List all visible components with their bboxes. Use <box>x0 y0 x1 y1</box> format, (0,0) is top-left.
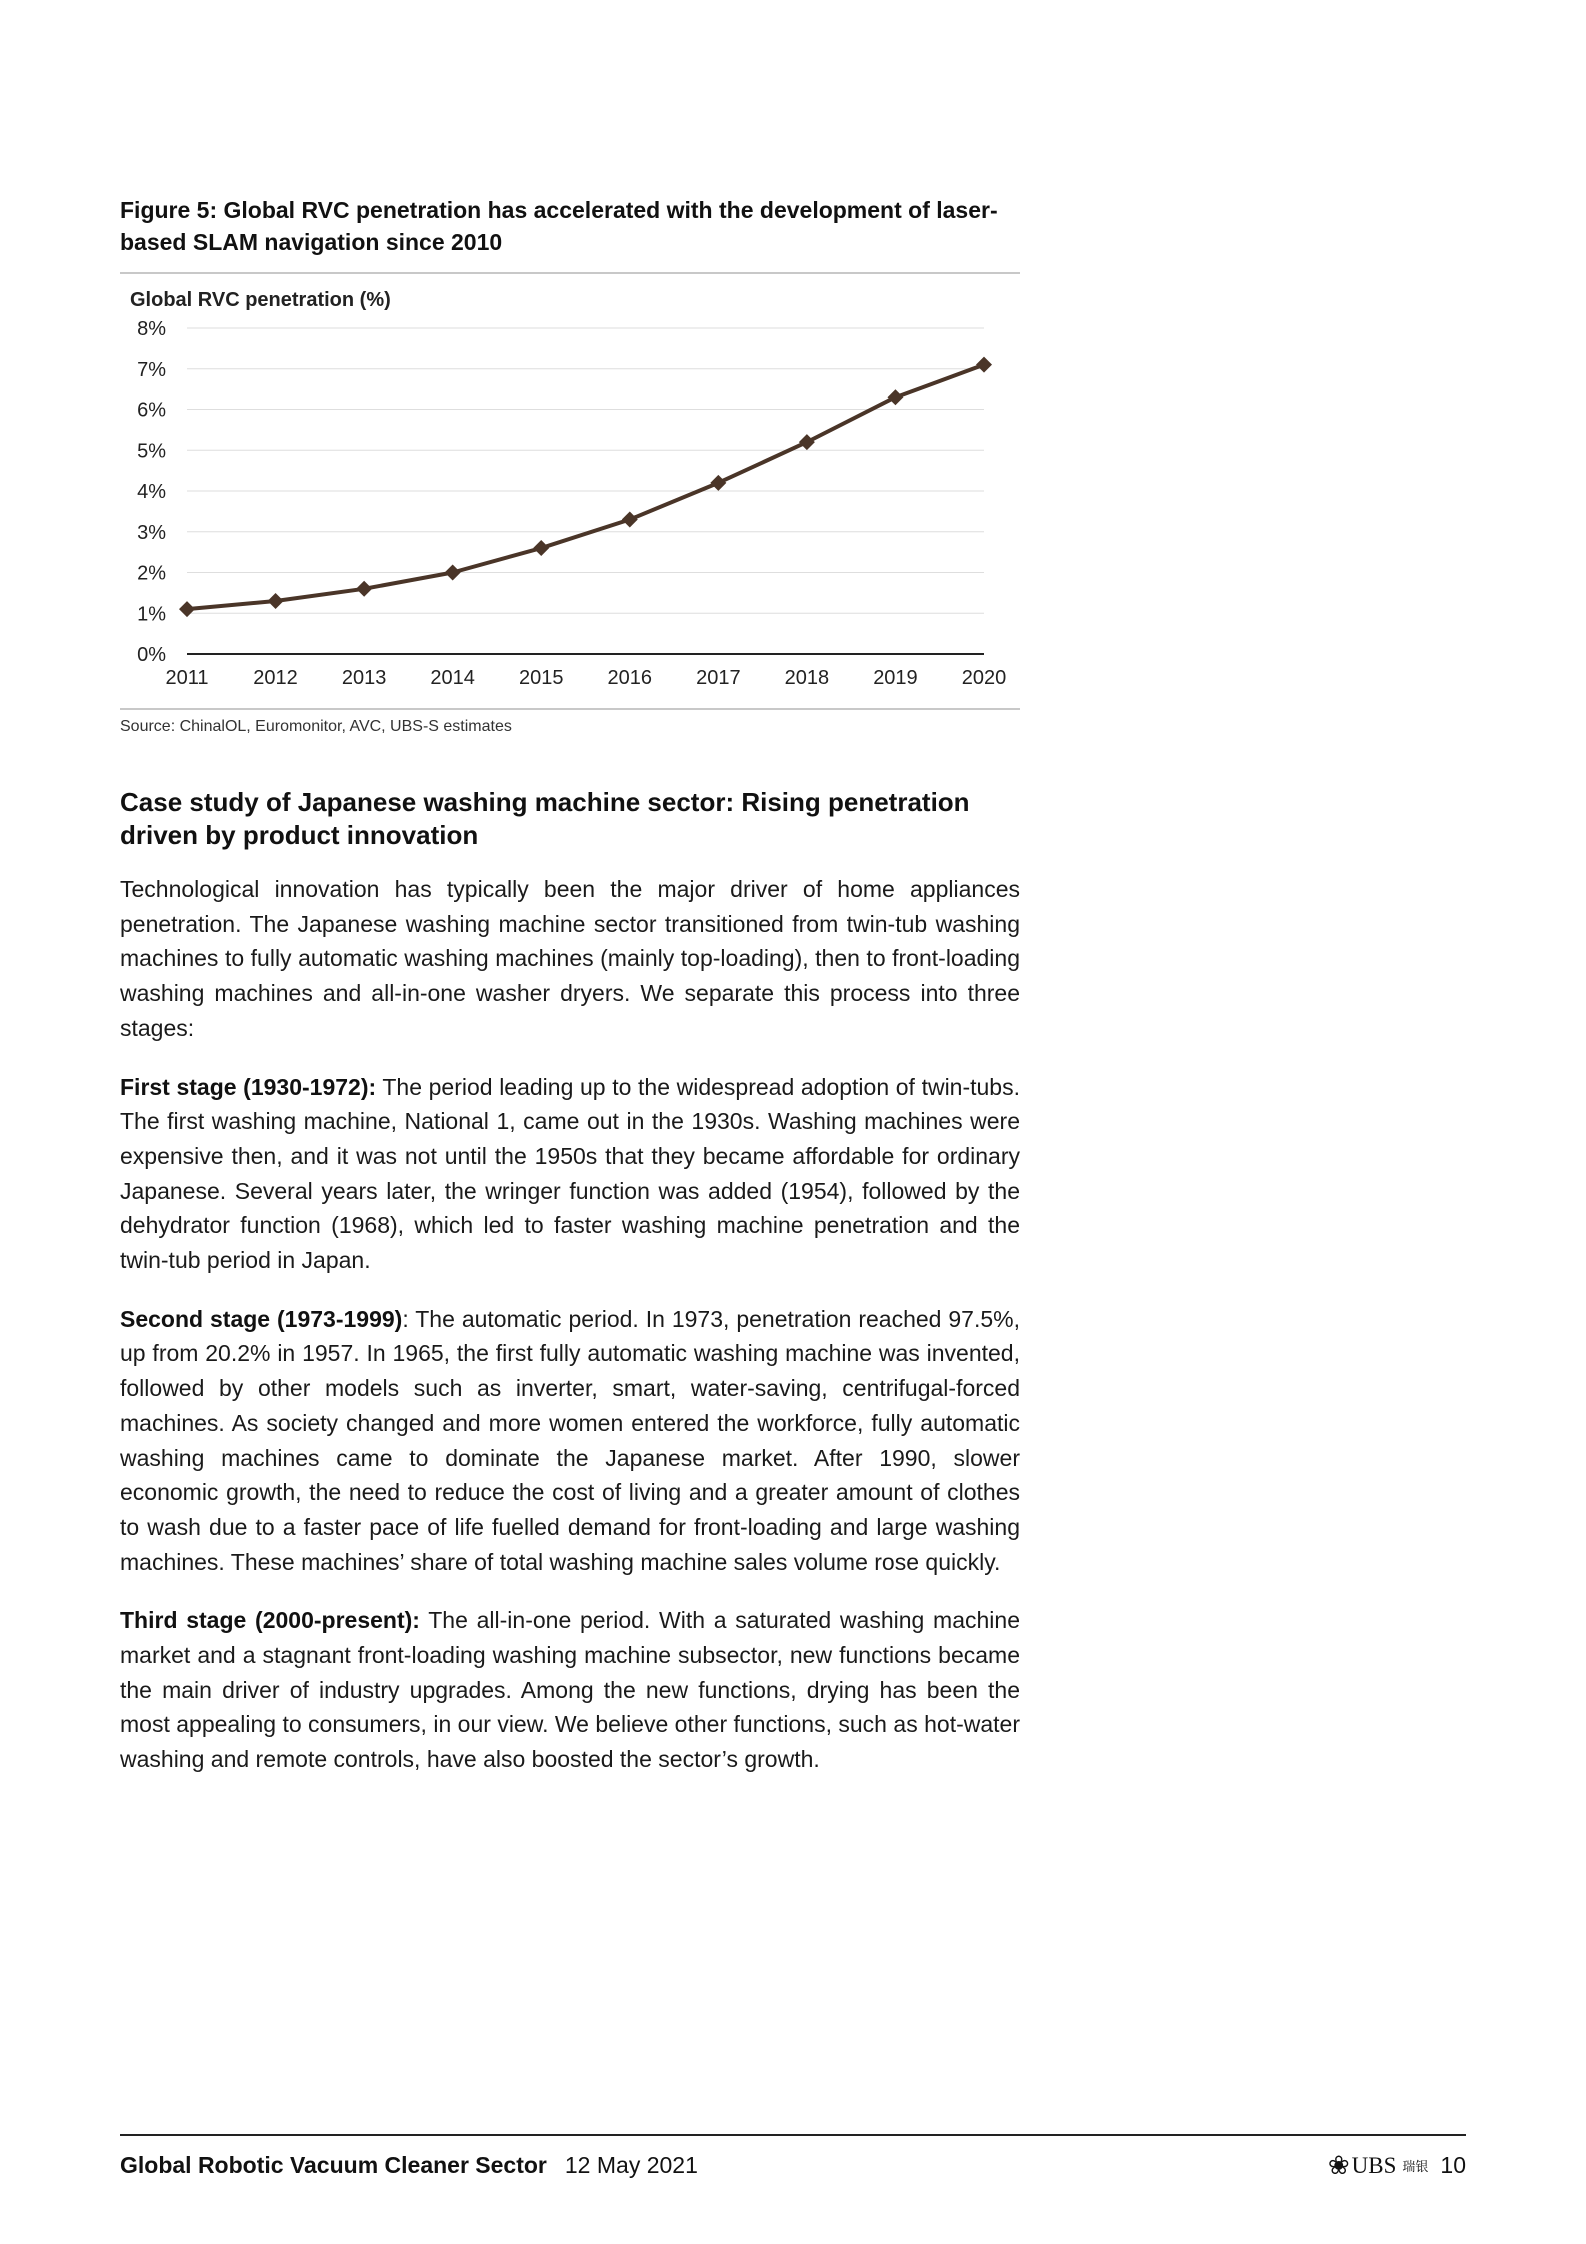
ubs-keys-icon: ❀ <box>1327 2150 1350 2180</box>
figure-bottom-divider <box>120 708 1020 710</box>
report-date: 12 May 2021 <box>564 2152 698 2178</box>
data-point-marker <box>799 434 815 450</box>
data-point-marker <box>445 565 461 581</box>
data-point-marker <box>976 357 992 373</box>
x-tick-label: 2017 <box>696 667 741 689</box>
x-tick-label: 2014 <box>430 667 475 689</box>
stage1-label: First stage (1930-1972): <box>120 1073 377 1100</box>
stage2-label: Second stage (1973-1999) <box>120 1305 403 1332</box>
y-tick-label: 7% <box>137 358 166 381</box>
footer-divider <box>120 2134 1466 2136</box>
stage3-text: The all-in-one period. With a saturated washing machine market and a stagnant front-loading washing machine subsector, new functions became the main driver of industry upgrades. Among the new functions, drying has been the most appealing to consumers, in our view. We believe other functions, such as hot-water washing and remote controls, have also boosted the sector’s growth. <box>120 1607 1020 1773</box>
page-number: 10 <box>1440 2152 1466 2178</box>
stage1-paragraph <box>120 1070 1020 1278</box>
ubs-logo-chinese: 瑞银 <box>1402 2159 1429 2174</box>
y-tick-label: 0% <box>137 644 166 666</box>
x-tick-label: 2020 <box>961 667 1007 689</box>
footer-right <box>1328 2150 1466 2181</box>
data-point-marker <box>533 540 549 556</box>
stage1-text: The period leading up to the widespread adoption of twin-tubs. The first washing machine, National 1, came out in the 1930s. Washing machines were expensive then, and it was not until the 1950s that they became affordable for ordinary Japanese. Several years later, the wringer function was added (1954), followed by the dehydrator function (1968), which led to faster washing machine penetration and the twin-tub period in Japan. <box>120 1073 1020 1274</box>
y-tick-label: 4% <box>137 481 166 503</box>
section-title: Case study of Japanese washing machine sector: Rising penetration driven by product innovation <box>120 787 970 850</box>
stage2-paragraph <box>120 1302 1020 1580</box>
report-name: Global Robotic Vacuum Cleaner Sector <box>120 2152 547 2178</box>
intro-paragraph: Technological innovation has typically been the major driver of home appliances penetration. The Japanese washing machine sector transitioned from twin-tub washing machines to fully automatic washing machines (mainly top-loading), then to front-loading washing machines and all-in-one washer dryers. We separate this process into three stages: <box>120 876 1020 1041</box>
y-tick-label: 1% <box>137 603 166 626</box>
footer-left <box>120 2152 698 2179</box>
data-point-marker <box>710 475 726 491</box>
x-tick-label: 2016 <box>607 667 653 689</box>
y-tick-label: 2% <box>137 562 166 585</box>
y-tick-label: 6% <box>137 399 166 422</box>
x-tick-label: 2019 <box>873 667 918 689</box>
figure-top-divider <box>120 272 1020 274</box>
ubs-logo-text: UBS <box>1351 2152 1397 2178</box>
x-tick-label: 2012 <box>253 667 298 689</box>
data-point-marker <box>887 389 903 405</box>
stage2-text: : The automatic period. In 1973, penetration reached 97.5%, up from 20.2% in 1957. In 1965, the first fully automatic washing machine was invented, followed by other models such as inverter, smart, water-saving, centrifugal-forced machines. As society changed and more women entered the workforce, fully automatic washing machines came to dominate the Japanese market. After 1990, slower economic growth, the need to reduce the cost of living and a greater amount of clothes to wash due to a faster pace of life fuelled demand for front-loading and large washing machines. These machines’ share of total washing machine sales volume rose quickly. <box>120 1305 1020 1575</box>
data-point-marker <box>356 581 372 597</box>
y-tick-label: 8% <box>137 318 166 340</box>
y-tick-label: 5% <box>137 440 166 463</box>
stage3-paragraph <box>120 1603 1020 1777</box>
section-body <box>120 872 1020 1801</box>
x-tick-label: 2011 <box>165 667 209 689</box>
data-point-marker <box>179 601 195 617</box>
figure-title: Figure 5: Global RVC penetration has accelerated with the development of laser-based SLAM navigation since 2010 <box>120 197 998 255</box>
x-tick-label: 2015 <box>518 667 564 689</box>
figure-source: Source: ChinalOL, Euromonitor, AVC, UBS-S estimates <box>120 718 512 735</box>
data-point-marker <box>268 593 284 609</box>
chart-title: Global RVC penetration (%) <box>130 289 391 311</box>
x-tick-label: 2018 <box>784 667 830 689</box>
stage3-label: Third stage (2000-present): <box>120 1607 420 1634</box>
x-tick-label: 2013 <box>341 667 387 689</box>
penetration-line-chart <box>120 280 1020 700</box>
data-point-marker <box>622 512 638 528</box>
y-tick-label: 3% <box>137 521 166 544</box>
